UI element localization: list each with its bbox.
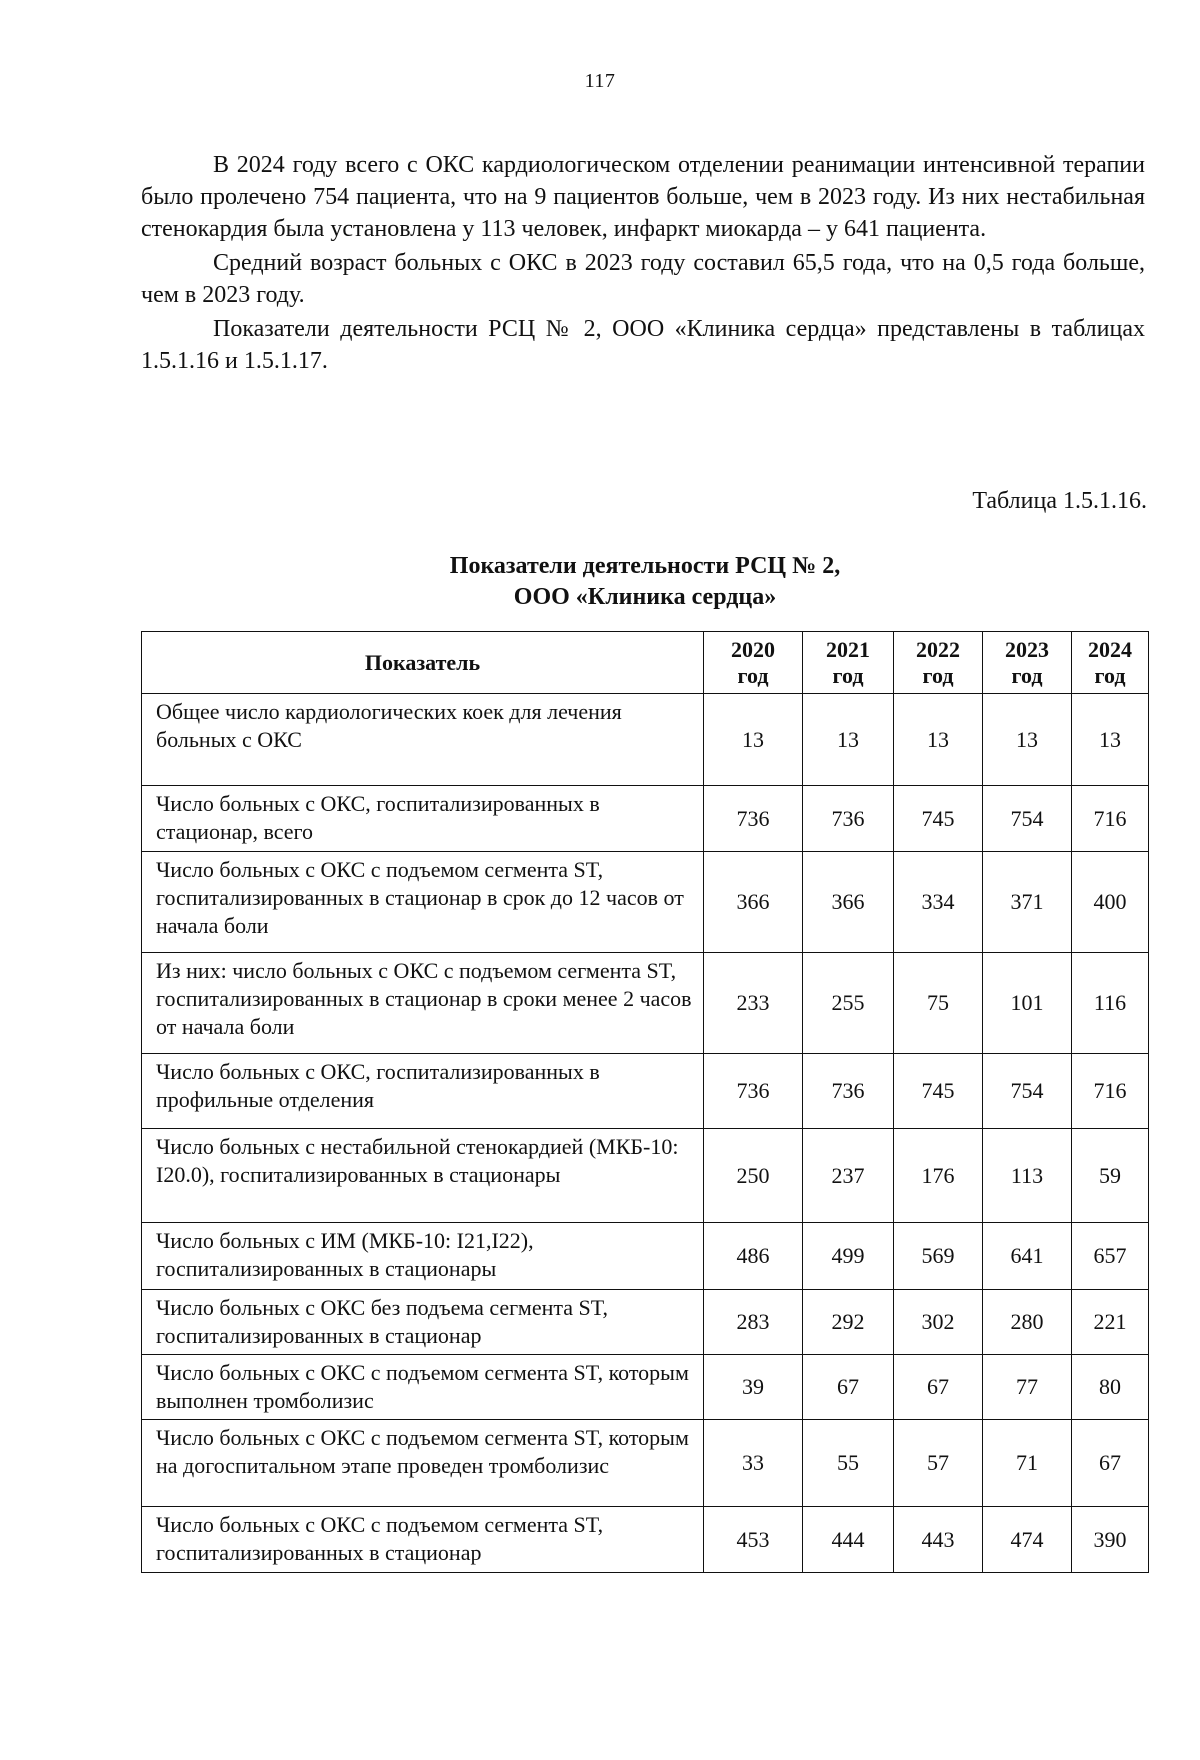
row-label: Число больных с ОКС с подъемом сегмента ST, которым выполнен тромболизис [142, 1355, 704, 1420]
row-value: 101 [983, 953, 1072, 1054]
row-label: Число больных с ОКС, госпитализированных в стационар, всего [142, 786, 704, 852]
indicators-table [141, 631, 1149, 1573]
row-value: 390 [1072, 1507, 1149, 1573]
row-value: 71 [983, 1420, 1072, 1507]
row-value: 113 [983, 1129, 1072, 1223]
header-year: 2022 год [894, 632, 983, 694]
row-label: Число больных с ОКС с подъемом сегмента ST, которым на догоспитальном этапе проведен тромболизис [142, 1420, 704, 1507]
row-value: 75 [894, 953, 983, 1054]
row-value: 302 [894, 1290, 983, 1355]
header-year: 2023 год [983, 632, 1072, 694]
row-value: 400 [1072, 852, 1149, 953]
row-value: 745 [894, 786, 983, 852]
row-value: 67 [1072, 1420, 1149, 1507]
table-title [0, 551, 1200, 613]
row-value: 366 [803, 852, 894, 953]
table-row [142, 852, 1149, 953]
row-value: 57 [894, 1420, 983, 1507]
row-value: 13 [1072, 694, 1149, 786]
row-value: 59 [1072, 1129, 1149, 1223]
table-row [142, 1355, 1149, 1420]
row-value: 13 [983, 694, 1072, 786]
row-value: 444 [803, 1507, 894, 1573]
row-value: 486 [704, 1223, 803, 1290]
row-value: 250 [704, 1129, 803, 1223]
table-row [142, 1420, 1149, 1507]
table-row [142, 786, 1149, 852]
paragraph: Показатели деятельности РСЦ № 2, ООО «Клиника сердца» представлены в таблицах 1.5.1.16 и 1.5.1.17. [141, 316, 1145, 374]
row-value: 657 [1072, 1223, 1149, 1290]
row-label: Число больных с ОКС с подъемом сегмента ST, госпитализированных в стационар в срок до 12 часов от начала боли [142, 852, 704, 953]
row-value: 221 [1072, 1290, 1149, 1355]
table-header-row [142, 632, 1149, 694]
row-value: 39 [704, 1355, 803, 1420]
table-title-line: Показатели деятельности РСЦ № 2, [449, 553, 841, 579]
row-value: 13 [894, 694, 983, 786]
row-value: 13 [704, 694, 803, 786]
row-label: Число больных с ОКС без подъема сегмента ST, госпитализированных в стационар [142, 1290, 704, 1355]
row-value: 474 [983, 1507, 1072, 1573]
table-row [142, 953, 1149, 1054]
row-value: 716 [1072, 786, 1149, 852]
row-value: 736 [803, 1054, 894, 1129]
row-value: 237 [803, 1129, 894, 1223]
row-value: 371 [983, 852, 1072, 953]
row-value: 280 [983, 1290, 1072, 1355]
row-value: 736 [803, 786, 894, 852]
row-value: 443 [894, 1507, 983, 1573]
header-year: 2021 год [803, 632, 894, 694]
row-value: 499 [803, 1223, 894, 1290]
table-row [142, 1129, 1149, 1223]
row-value: 13 [803, 694, 894, 786]
table-title-line: ООО «Клиника сердца» [513, 584, 777, 610]
row-value: 255 [803, 953, 894, 1054]
row-value: 176 [894, 1129, 983, 1223]
row-value: 716 [1072, 1054, 1149, 1129]
row-value: 116 [1072, 953, 1149, 1054]
table-row [142, 1507, 1149, 1573]
table-row [142, 1223, 1149, 1290]
row-value: 67 [894, 1355, 983, 1420]
row-value: 736 [704, 1054, 803, 1129]
row-value: 641 [983, 1223, 1072, 1290]
row-label: Число больных с нестабильной стенокардией (МКБ-10: I20.0), госпитализированных в стационары [142, 1129, 704, 1223]
header-year: 2020 год [704, 632, 803, 694]
row-label: Число больных с ОКС с подъемом сегмента ST, госпитализированных в стационар [142, 1507, 704, 1573]
row-value: 334 [894, 852, 983, 953]
table-caption: Таблица 1.5.1.16. [972, 488, 1147, 514]
row-value: 283 [704, 1290, 803, 1355]
row-value: 77 [983, 1355, 1072, 1420]
intro-text [141, 149, 1145, 379]
header-indicator: Показатель [142, 632, 704, 694]
row-label: Число больных с ОКС, госпитализированных в профильные отделения [142, 1054, 704, 1129]
table-row [142, 1054, 1149, 1129]
row-value: 80 [1072, 1355, 1149, 1420]
row-label: Из них: число больных с ОКС с подъемом сегмента ST, госпитализированных в стационар в сроки менее 2 часов от начала боли [142, 953, 704, 1054]
paragraph: Средний возраст больных с ОКС в 2023 году составил 65,5 года, что на 0,5 года больше, чем в 2023 году. [141, 250, 1145, 308]
row-value: 736 [704, 786, 803, 852]
row-label: Общее число кардиологических коек для лечения больных с ОКС [142, 694, 704, 786]
row-value: 292 [803, 1290, 894, 1355]
table-row [142, 1290, 1149, 1355]
row-value: 366 [704, 852, 803, 953]
paragraph: В 2024 году всего с ОКС кардиологическом отделении реанимации интенсивной терапии было пролечено 754 пациента, что на 9 пациентов больше, чем в 2023 году. Из них нестабильная стенокардия была установлена у 113 человек, инфаркт миокарда – у 641 пациента. [141, 152, 1145, 242]
row-value: 55 [803, 1420, 894, 1507]
page-number: 117 [584, 70, 616, 92]
row-value: 233 [704, 953, 803, 1054]
row-value: 33 [704, 1420, 803, 1507]
row-value: 754 [983, 786, 1072, 852]
row-value: 745 [894, 1054, 983, 1129]
row-value: 754 [983, 1054, 1072, 1129]
header-year: 2024 год [1072, 632, 1149, 694]
row-value: 569 [894, 1223, 983, 1290]
table-row [142, 694, 1149, 786]
row-label: Число больных с ИМ (МКБ-10: I21,I22), госпитализированных в стационары [142, 1223, 704, 1290]
row-value: 67 [803, 1355, 894, 1420]
row-value: 453 [704, 1507, 803, 1573]
